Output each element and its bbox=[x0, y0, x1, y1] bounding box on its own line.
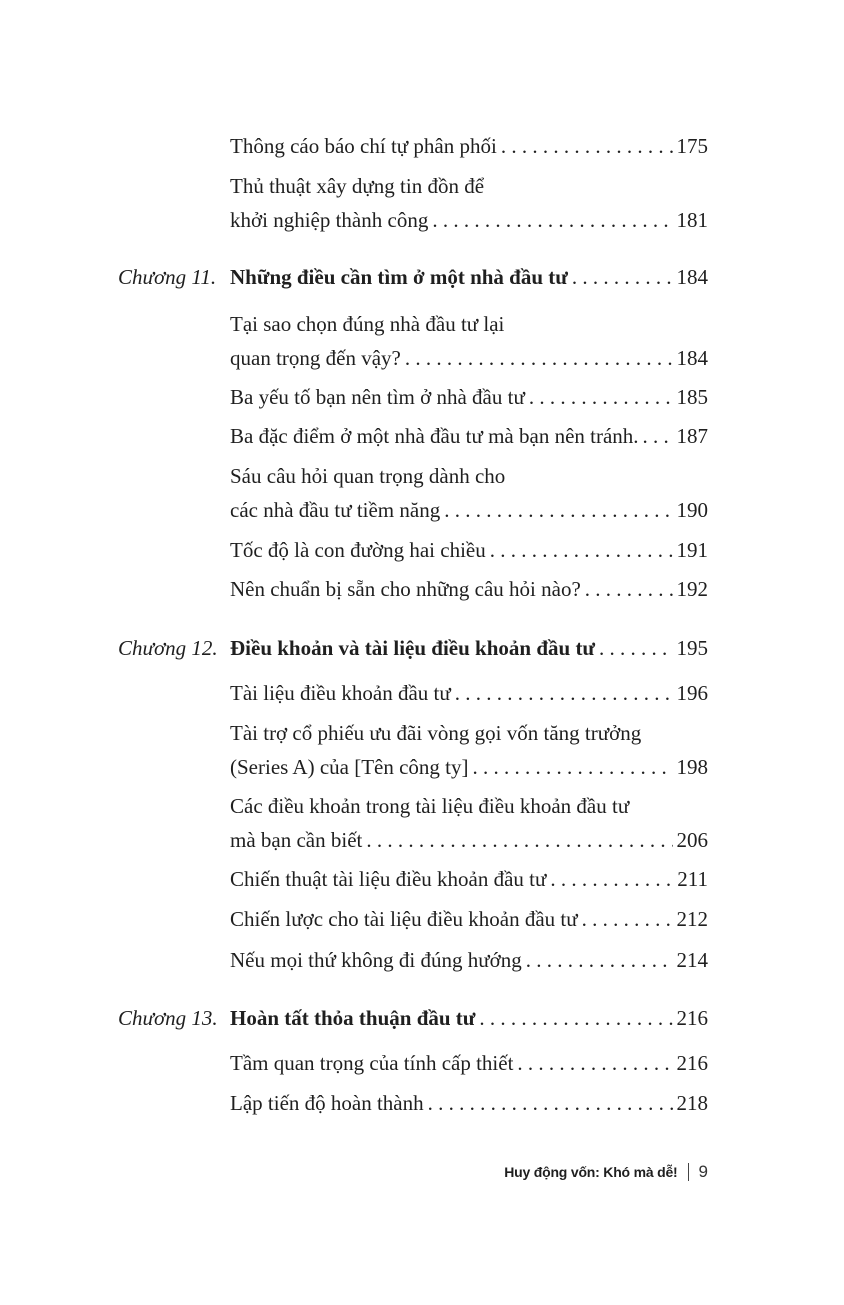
entry-title: Ba yếu tố bạn nên tìm ở nhà đầu tư bbox=[230, 385, 525, 409]
toc-entry bbox=[230, 789, 708, 857]
entry-title: Tài liệu điều khoản đầu tư bbox=[230, 681, 451, 705]
leader-dots bbox=[405, 341, 673, 375]
toc-entry bbox=[230, 307, 708, 375]
entry-title-line1: Sáu câu hỏi quan trọng dành cho bbox=[230, 464, 506, 488]
chapter-heading bbox=[118, 631, 708, 665]
entry-title: Chiến lược cho tài liệu điều khoản đầu tư bbox=[230, 907, 578, 931]
toc-entry bbox=[230, 419, 708, 453]
toc-entry bbox=[230, 676, 708, 710]
chapter-title: Hoàn tất thỏa thuận đầu tư bbox=[230, 1006, 476, 1030]
entry-title: khởi nghiệp thành công bbox=[230, 208, 429, 232]
leader-dots bbox=[455, 676, 673, 710]
entry-page: 192 bbox=[676, 577, 708, 601]
leader-dots bbox=[444, 493, 672, 527]
entry-title: Nếu mọi thứ không đi đúng hướng bbox=[230, 948, 522, 972]
entry-title: Thông cáo báo chí tự phân phối bbox=[230, 134, 497, 158]
entry-title-line1: Tài trợ cổ phiếu ưu đãi vòng gọi vốn tăng trưởng bbox=[230, 721, 642, 745]
chapter-heading bbox=[118, 260, 708, 294]
toc-entry bbox=[230, 1086, 708, 1120]
entry-page: 191 bbox=[676, 538, 708, 562]
entry-page: 198 bbox=[676, 755, 708, 779]
leader-dots bbox=[529, 380, 673, 414]
leader-dots bbox=[643, 419, 673, 453]
entry-title: quan trọng đến vậy? bbox=[230, 346, 401, 370]
footer-divider bbox=[688, 1163, 689, 1181]
entry-title-line1: Các điều khoản trong tài liệu điều khoản đầu tư bbox=[230, 794, 630, 818]
entry-page: 185 bbox=[676, 385, 708, 409]
chapter-title: Điều khoản và tài liệu điều khoản đầu tư bbox=[230, 636, 596, 660]
leader-dots bbox=[490, 533, 673, 567]
chapter-number: Chương 12. bbox=[118, 636, 218, 660]
entry-title: Nên chuẩn bị sẵn cho những câu hỏi nào? bbox=[230, 577, 581, 601]
toc-entry bbox=[230, 459, 708, 527]
entry-title: mà bạn cần biết bbox=[230, 828, 363, 852]
book-title: Huy động vốn: Khó mà dễ! bbox=[504, 1164, 678, 1180]
toc-entry bbox=[230, 1046, 708, 1080]
page-footer bbox=[504, 1162, 708, 1182]
entry-page: 216 bbox=[676, 1051, 708, 1075]
entry-page: 214 bbox=[676, 948, 708, 972]
leader-dots bbox=[501, 129, 673, 163]
entry-title-line1: Thủ thuật xây dựng tin đồn để bbox=[230, 174, 485, 198]
entry-page: 181 bbox=[676, 208, 708, 232]
leader-dots bbox=[585, 572, 673, 606]
toc-entry bbox=[230, 943, 708, 977]
toc-entry bbox=[230, 380, 708, 414]
page-number: 9 bbox=[698, 1162, 708, 1181]
entry-page: 212 bbox=[676, 907, 708, 931]
toc-entry bbox=[230, 862, 708, 896]
entry-title: Chiến thuật tài liệu điều khoản đầu tư bbox=[230, 867, 547, 891]
leader-dots bbox=[572, 260, 673, 294]
toc-entry bbox=[230, 716, 708, 784]
chapter-title: Những điều cần tìm ở một nhà đầu tư bbox=[230, 265, 568, 289]
toc-entry bbox=[230, 572, 708, 606]
leader-dots bbox=[479, 1001, 672, 1035]
chapter-page: 195 bbox=[676, 636, 708, 660]
entry-page: 190 bbox=[676, 498, 708, 522]
leader-dots bbox=[599, 631, 672, 665]
chapter-heading bbox=[118, 1001, 708, 1035]
toc-entry bbox=[230, 533, 708, 567]
leader-dots bbox=[432, 203, 672, 237]
toc-entry bbox=[230, 902, 708, 936]
entry-title: Lập tiến độ hoàn thành bbox=[230, 1091, 424, 1115]
entry-page: 196 bbox=[676, 681, 708, 705]
leader-dots bbox=[582, 902, 673, 936]
chapter-page: 184 bbox=[676, 265, 708, 289]
leader-dots bbox=[366, 823, 672, 857]
toc-entry bbox=[230, 129, 708, 163]
leader-dots bbox=[517, 1046, 672, 1080]
leader-dots bbox=[473, 750, 673, 784]
entry-page: 211 bbox=[677, 867, 708, 891]
entry-title: Tầm quan trọng của tính cấp thiết bbox=[230, 1051, 514, 1075]
entry-title-line1: Tại sao chọn đúng nhà đầu tư lại bbox=[230, 312, 505, 336]
entry-page: 218 bbox=[676, 1091, 708, 1115]
entry-page: 175 bbox=[676, 134, 708, 158]
entry-page: 206 bbox=[676, 828, 708, 852]
entry-page: 187 bbox=[676, 424, 708, 448]
leader-dots bbox=[550, 862, 673, 896]
leader-dots bbox=[526, 943, 673, 977]
chapter-page: 216 bbox=[676, 1006, 708, 1030]
entry-title: các nhà đầu tư tiềm năng bbox=[230, 498, 441, 522]
entry-title: (Series A) của [Tên công ty] bbox=[230, 755, 469, 779]
leader-dots bbox=[428, 1086, 673, 1120]
entry-title: Tốc độ là con đường hai chiều bbox=[230, 538, 486, 562]
chapter-number: Chương 13. bbox=[118, 1006, 218, 1030]
entry-page: 184 bbox=[676, 346, 708, 370]
entry-title: Ba đặc điểm ở một nhà đầu tư mà bạn nên tránh. bbox=[230, 424, 639, 448]
chapter-number: Chương 11. bbox=[118, 265, 217, 289]
toc-entry bbox=[230, 169, 708, 237]
